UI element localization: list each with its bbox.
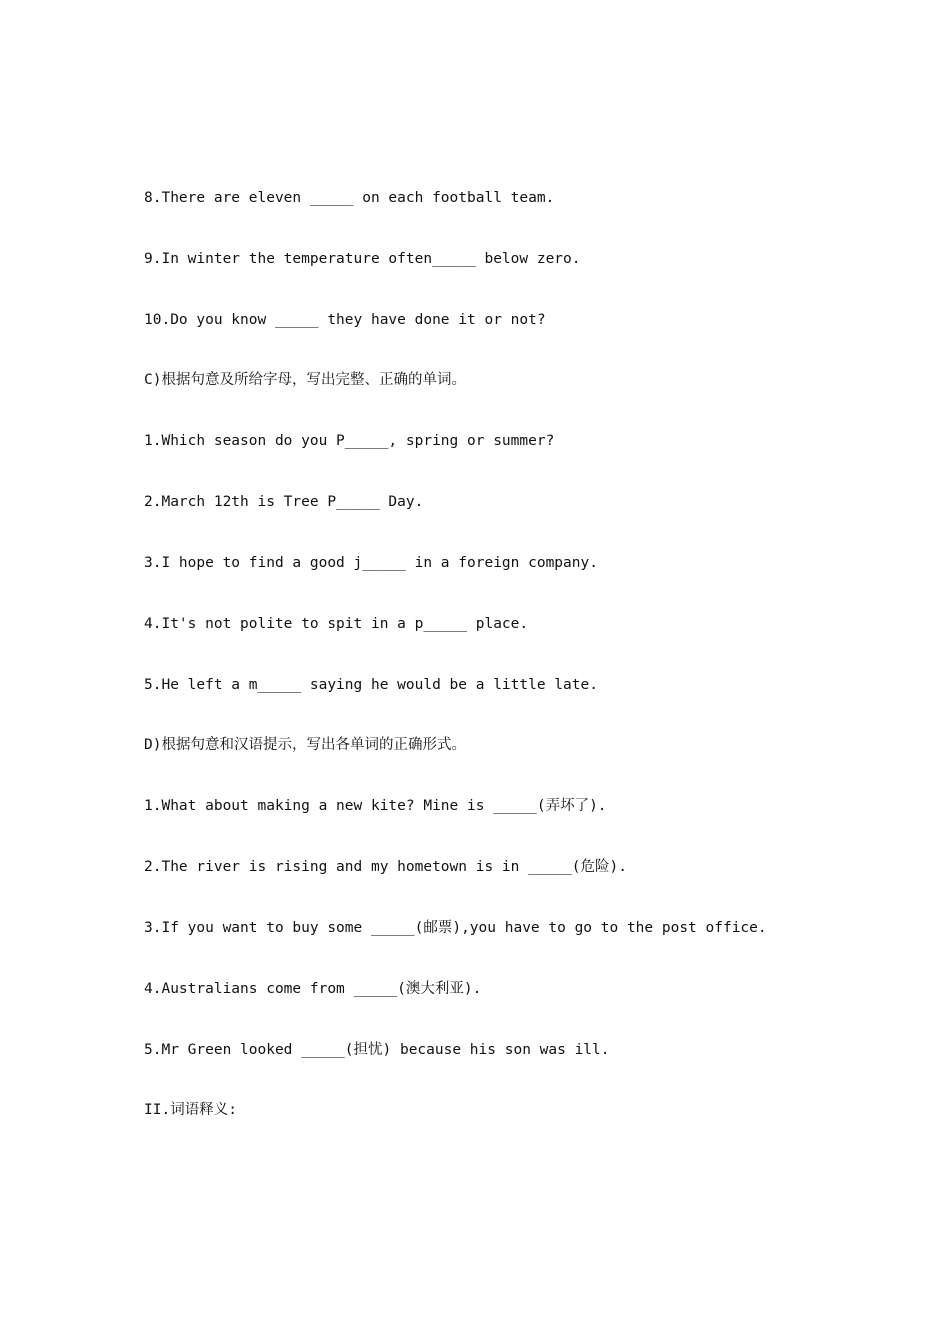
exercise-c-item-2: 2.March 12th is Tree P_____ Day. <box>144 494 424 510</box>
exercise-c-item-5: 5.He left a m_____ saying he would be a little late. <box>144 677 598 693</box>
exercise-c-item-1: 1.Which season do you P_____, spring or summer? <box>144 433 555 449</box>
exercise-c-item-4: 4.It's not polite to spit in a p_____ place. <box>144 616 529 632</box>
section-d-heading: D)根据句意和汉语提示，写出各单词的正确形式。 <box>144 737 466 753</box>
exercise-d-item-1: 1.What about making a new kite? Mine is _____(弄坏了). <box>144 798 607 814</box>
exercise-c-item-3: 3.I hope to find a good j_____ in a foreign company. <box>144 555 598 571</box>
section-c-heading: C)根据句意及所给字母，写出完整、正确的单词。 <box>144 372 466 388</box>
exercise-b-item-10: 10.Do you know _____ they have done it or not? <box>144 312 546 328</box>
exercise-b-item-8: 8.There are eleven _____ on each football team. <box>144 190 555 206</box>
exercise-b-item-9: 9.In winter the temperature often_____ below zero. <box>144 251 581 267</box>
section-ii-heading: II.词语释义: <box>144 1102 237 1118</box>
exercise-d-item-2: 2.The river is rising and my hometown is in _____(危险). <box>144 859 627 875</box>
exercise-d-item-4: 4.Australians come from _____(澳大利亚). <box>144 981 482 997</box>
exercise-d-item-5: 5.Mr Green looked _____(担忧) because his son was ill. <box>144 1042 610 1058</box>
exercise-d-item-3: 3.If you want to buy some _____(邮票),you have to go to the post office. <box>144 920 767 936</box>
